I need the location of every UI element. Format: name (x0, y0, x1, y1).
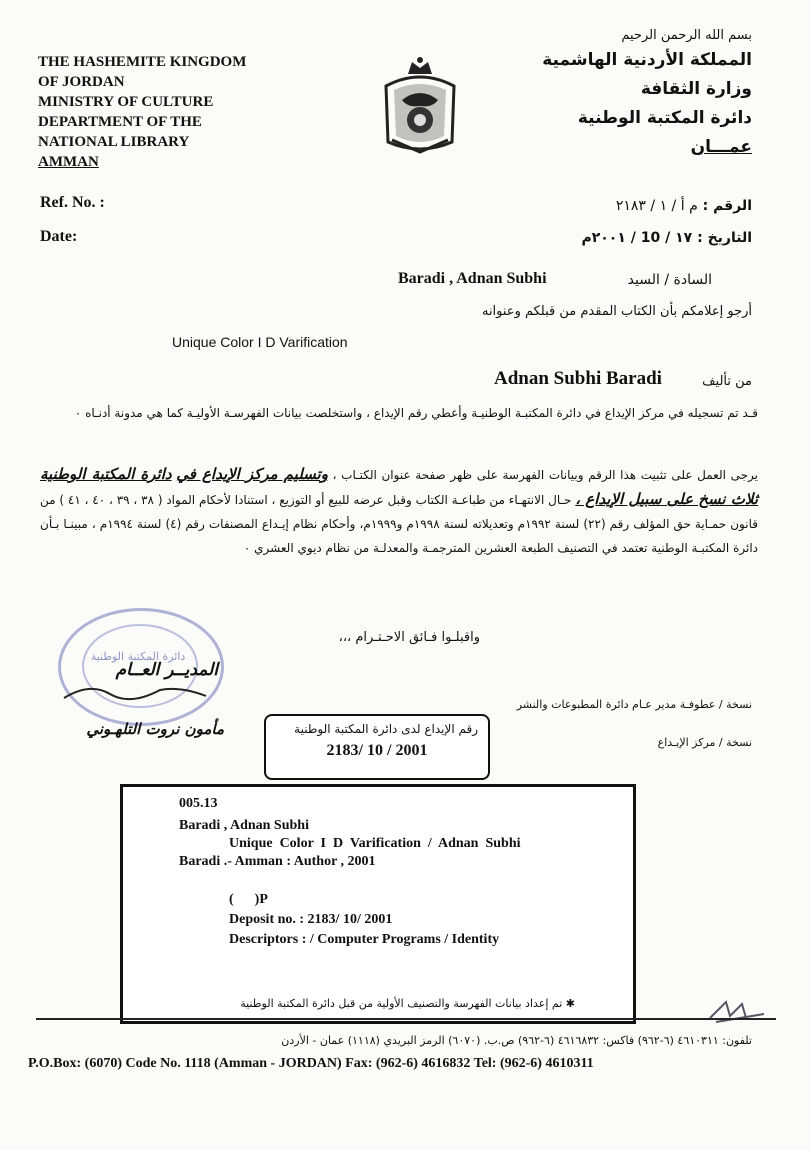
author-label: من تأليف (702, 374, 752, 389)
letterhead-line: THE HASHEMITE KINGDOM (38, 54, 247, 70)
letterhead-line: MINISTRY OF CULTURE (38, 94, 214, 110)
date-label-en: Date: (40, 228, 78, 245)
handwritten-initials (706, 996, 768, 1026)
stamp-text: دائرة المكتبة الوطنية (90, 650, 186, 663)
card-p-line: ( )P (229, 892, 268, 907)
note-mark-icon: ✱ (565, 997, 575, 1010)
date-value-ar: ١٧ / 10 / ٢٠٠١م (581, 230, 693, 246)
card-classification: 005.13 (179, 796, 218, 811)
letterhead-line: DEPARTMENT OF THE (38, 114, 202, 130)
ref-value-ar: م أ / ١ / ٢١٨٣ (615, 198, 698, 214)
deposit-box-label: رقم الإيداع لدى دائرة المكتبة الوطنية (294, 722, 478, 736)
ref-label-ar: الرقم : (702, 198, 752, 214)
instructions-emphasis-2: دائرة المكتبة الوطنية ثلاث نسخ على سبيل الإيداع ، (40, 465, 758, 508)
ref-label-en: Ref. No. : (40, 194, 105, 211)
arabic-ministry: وزارة الثقافة (640, 79, 752, 99)
letterhead-line: OF JORDAN (38, 74, 125, 90)
coat-of-arms-emblem (372, 56, 468, 156)
recipient-name: Baradi , Adnan Subhi (398, 270, 547, 287)
instructions-emphasis-1: وتسليم مركز الإيداع في (176, 465, 328, 483)
instructions-rest: حـال الانتهـاء من طباعـة الكتاب وقبل عرضه للبيع أو التوزيع ، استنادا لأحكام المواد ( ٣٨ ، ٣٩ ، ٤٠ ، ٤١ ) من قانون حمـاية حق المؤلف رقم (٢٢) لسنة ١٩٩٢م وتعديلاته لسنة ١٩٩٨م و١٩٩٩م، وأحكام نظام إيـداع المصنفات رقم (٤) لسنة ١٩٩٤م ، مبينـا بـأن دائرة المكتبـة الوطنية تعتمد في التصنيف الطبعة العشرين المترجمـة والمعدلـة من نظام ديوي العشري ٠ (40, 493, 758, 555)
handwritten-signature (60, 680, 210, 706)
date-label-ar: التاريخ : (697, 230, 752, 246)
english-letterhead (38, 52, 246, 172)
card-title-line-1: Unique Color I D Varification / Adnan Subhi (229, 836, 521, 851)
paragraph-registration: قـد تم تسجيله في مركز الإيداع في دائرة المكتبـة الوطنيـة وأعطي رقم الإيداع ، واستخلصت بيانات الفهرسـة الأوليـة كما هي مدونة أدنـاه ٠ (74, 406, 758, 420)
basmala: بسم الله الرحمن الرحيم (621, 28, 752, 43)
book-title: Unique Color I D Varification (172, 334, 348, 350)
card-author-entry: Baradi , Adnan Subhi (179, 818, 309, 833)
card-deposit-number: Deposit no. : 2183/ 10/ 2001 (229, 912, 393, 927)
notice-line: أرجو إعلامكم بأن الكتاب المقدم من قبلكم وعنوانه (481, 304, 752, 319)
date-row-ar (581, 230, 752, 246)
footer-rule (36, 1018, 776, 1020)
instructions-start: يرجى العمل على تثبيت هذا الرقم وبيانات الفهرسة على ظهر صفحة عنوان الكتـاب ، (332, 468, 758, 482)
arabic-kingdom: المملكة الأردنية الهاشمية (542, 50, 752, 70)
recipient-label: السادة / السيد (627, 272, 712, 288)
letterhead-line: NATIONAL LIBRARY (38, 134, 190, 150)
copy-line-1: نسخة / عطوفـة مدير عـام دائرة المطبوعات والنشر (516, 698, 752, 711)
footer-english: P.O.Box: (6070) Code No. 1118 (Amman - JORDAN) Fax: (962-6) 4616832 Tel: (962-6) 4610311 (28, 1056, 594, 1071)
deposit-box-number: 2183/ 10 / 2001 (326, 742, 428, 759)
card-note-text: تم إعداد بيانات الفهرسة والتصنيف الأولية من قبل دائرة المكتبة الوطنية (240, 997, 563, 1010)
arabic-department: دائرة المكتبة الوطنية (577, 108, 752, 128)
footer-arabic: تلفون: ٤٦١٠٣١١ (٦-٩٦٢) فاكس: ٤٦١٦٨٣٢ (٦-٩٦٢) ص.ب. (٦٠٧٠) الرمز البريدي (١١١٨) عمان - الأردن (281, 1034, 752, 1047)
arabic-letterhead (542, 26, 752, 162)
card-title-line-2: Baradi .- Amman : Author , 2001 (179, 854, 376, 869)
deposit-number-box (264, 714, 490, 780)
arabic-city: عمـــان (690, 137, 752, 157)
signature-name: مأمون نروت التلهـوني (86, 720, 224, 738)
catalog-card (120, 784, 636, 1024)
copy-line-2: نسخة / مركز الإيـداع (657, 736, 752, 749)
closing: واقبلـوا فـائق الاحـتـرام ،،، (338, 630, 480, 645)
card-note (163, 997, 575, 1010)
paragraph-instructions (40, 462, 758, 560)
letterhead-city: AMMAN (38, 154, 99, 170)
signature-title: المديــر العــام (115, 660, 218, 680)
card-descriptors: Descriptors : / Computer Programs / Identity (229, 932, 500, 947)
ref-row-ar (616, 198, 752, 214)
author-name: Adnan Subhi Baradi (494, 368, 662, 389)
